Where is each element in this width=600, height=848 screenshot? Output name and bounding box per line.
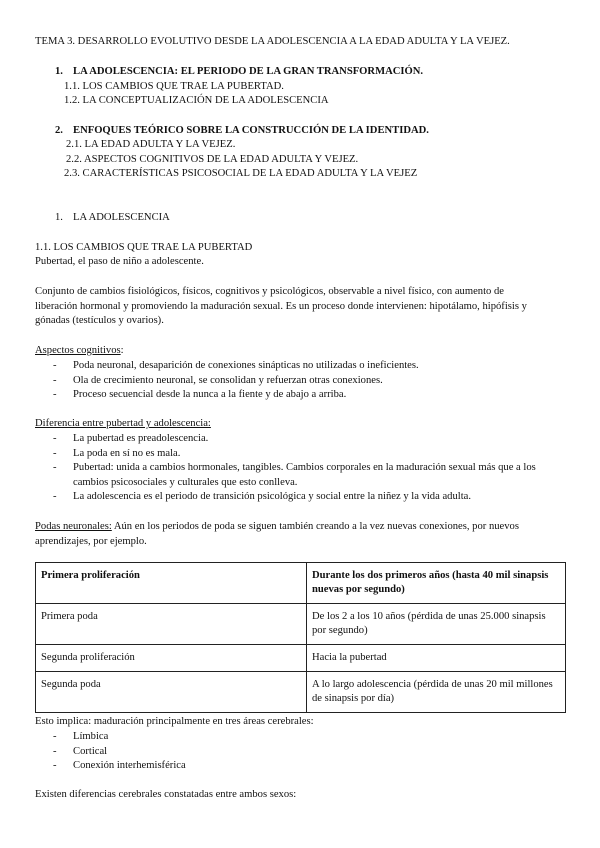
- list-item-text: La adolescencia es el periodo de transición psicológica y social entre la niñez y la vida adulta.: [73, 491, 471, 502]
- sex-differences-text: Existen diferencias cerebrales constatadas entre ambos sexos:: [35, 789, 297, 800]
- cognitive-heading-colon: :: [120, 345, 124, 356]
- subsection-1-1-heading: 1.1. LOS CAMBIOS QUE TRAE LA PUBERTAD: [35, 242, 253, 253]
- paragraph-line: Conjunto de cambios fisiológicos, físicos, cognitivos y psicológicos, observable a nivel físico, con aumento de: [35, 286, 504, 297]
- document-title: TEMA 3. DESARROLLO EVOLUTIVO DESDE LA ADOLESCENCIA A LA EDAD ADULTA Y LA VEJEZ.: [35, 36, 510, 47]
- bullet-dash: -: [53, 462, 57, 473]
- list-item-text: Conexión interhemisférica: [73, 760, 186, 771]
- toc-section-1-title: LA ADOLESCENCIA: EL PERIODO DE LA GRAN TRANSFORMACIÓN.: [73, 66, 424, 77]
- section-1-number: 1.: [55, 212, 63, 223]
- list-item-text: La poda en sí no es mala.: [73, 448, 181, 459]
- table-row: [36, 604, 566, 645]
- table-row: [36, 563, 566, 604]
- toc-subsection-2-2: 2.2. ASPECTOS COGNITIVOS DE LA EDAD ADULTA Y VEJEZ.: [66, 154, 359, 165]
- toc-section-1-number: 1.: [55, 66, 63, 77]
- table-cell: Segunda poda: [36, 672, 307, 713]
- table-cell: Primera poda: [36, 604, 307, 645]
- bullet-dash: -: [53, 491, 57, 502]
- cognitive-heading: [35, 344, 124, 358]
- bullet-dash: -: [53, 433, 57, 444]
- bullet-dash: -: [53, 375, 57, 386]
- cognitive-heading-label: Aspectos cognitivos: [35, 345, 121, 356]
- toc-section-2-title: ENFOQUES TEÓRICO SOBRE LA CONSTRUCCIÓN DE LA IDENTIDAD.: [73, 125, 429, 136]
- list-item-text: Poda neuronal, desaparición de conexiones sinápticas no utilizadas o ineficientes.: [73, 360, 419, 371]
- pubertad-intro: Pubertad, el paso de niño a adolescente.: [35, 256, 204, 267]
- list-item-text: Cortical: [73, 746, 108, 757]
- table-cell: Primera proliferación: [36, 563, 307, 604]
- neural-development-table: [35, 562, 566, 713]
- list-item-text: Pubertad: unida a cambios hormonales, tangibles. Cambios corporales en la maduración sexual más que a los: [73, 462, 536, 473]
- section-1-title: LA ADOLESCENCIA: [73, 212, 170, 223]
- difference-heading: Diferencia entre pubertad y adolescencia:: [35, 418, 211, 429]
- paragraph-line: gónadas (testículos y ovarios).: [35, 315, 164, 326]
- list-item-text: Límbica: [73, 731, 109, 742]
- list-item-text: La pubertad es preadolescencia.: [73, 433, 209, 444]
- podas-text: Aún en los periodos de poda se siguen también creando a la vez nuevas conexiones, por nuevos: [111, 521, 519, 532]
- bullet-dash: -: [53, 760, 57, 771]
- table-cell: De los 2 a los 10 años (pérdida de unas 25.000 sinapsis por segundo): [307, 604, 566, 645]
- toc-subsection-1-1: 1.1. LOS CAMBIOS QUE TRAE LA PUBERTAD.: [64, 81, 284, 92]
- list-item-text-continued: cambios psicosociales y culturales que esto conlleva.: [73, 477, 298, 488]
- podas-label: Podas neuronales:: [35, 521, 112, 532]
- bullet-dash: -: [53, 746, 57, 757]
- toc-subsection-1-2: 1.2. LA CONCEPTUALIZACIÓN DE LA ADOLESCENCIA: [64, 95, 329, 106]
- table-row: [36, 645, 566, 672]
- toc-subsection-2-1: 2.1. LA EDAD ADULTA Y LA VEJEZ.: [66, 139, 236, 150]
- podas-text-continued: aprendizajes, por ejemplo.: [35, 536, 147, 547]
- bullet-dash: -: [53, 731, 57, 742]
- list-item-text: Ola de crecimiento neuronal, se consolidan y refuerzan otras conexiones.: [73, 375, 383, 386]
- toc-subsection-2-3: 2.3. CARACTERÍSTICAS PSICOSOCIAL DE LA EDAD ADULTA Y LA VEJEZ: [64, 168, 418, 179]
- table-cell: Hacia la pubertad: [307, 645, 566, 672]
- table-row: [36, 672, 566, 713]
- podas-paragraph: [35, 520, 519, 534]
- bullet-dash: -: [53, 448, 57, 459]
- table-cell: A lo largo adolescencia (pérdida de unas 20 mil millones de sinapsis por día): [307, 672, 566, 713]
- paragraph-line: liberación hormonal y promoviendo la maduración sexual. Es un proceso donde intervienen: hipotálamo, hipófisis y: [35, 301, 527, 312]
- toc-section-2-number: 2.: [55, 125, 63, 136]
- bullet-dash: -: [53, 389, 57, 400]
- implica-intro: Esto implica: maduración principalmente en tres áreas cerebrales:: [35, 716, 314, 727]
- table-cell: Durante los dos primeros años (hasta 40 mil sinapsis nuevas por segundo): [307, 563, 566, 604]
- bullet-dash: -: [53, 360, 57, 371]
- list-item-text: Proceso secuencial desde la nunca a la fiente y de abajo a arriba.: [73, 389, 347, 400]
- table-cell: Segunda proliferación: [36, 645, 307, 672]
